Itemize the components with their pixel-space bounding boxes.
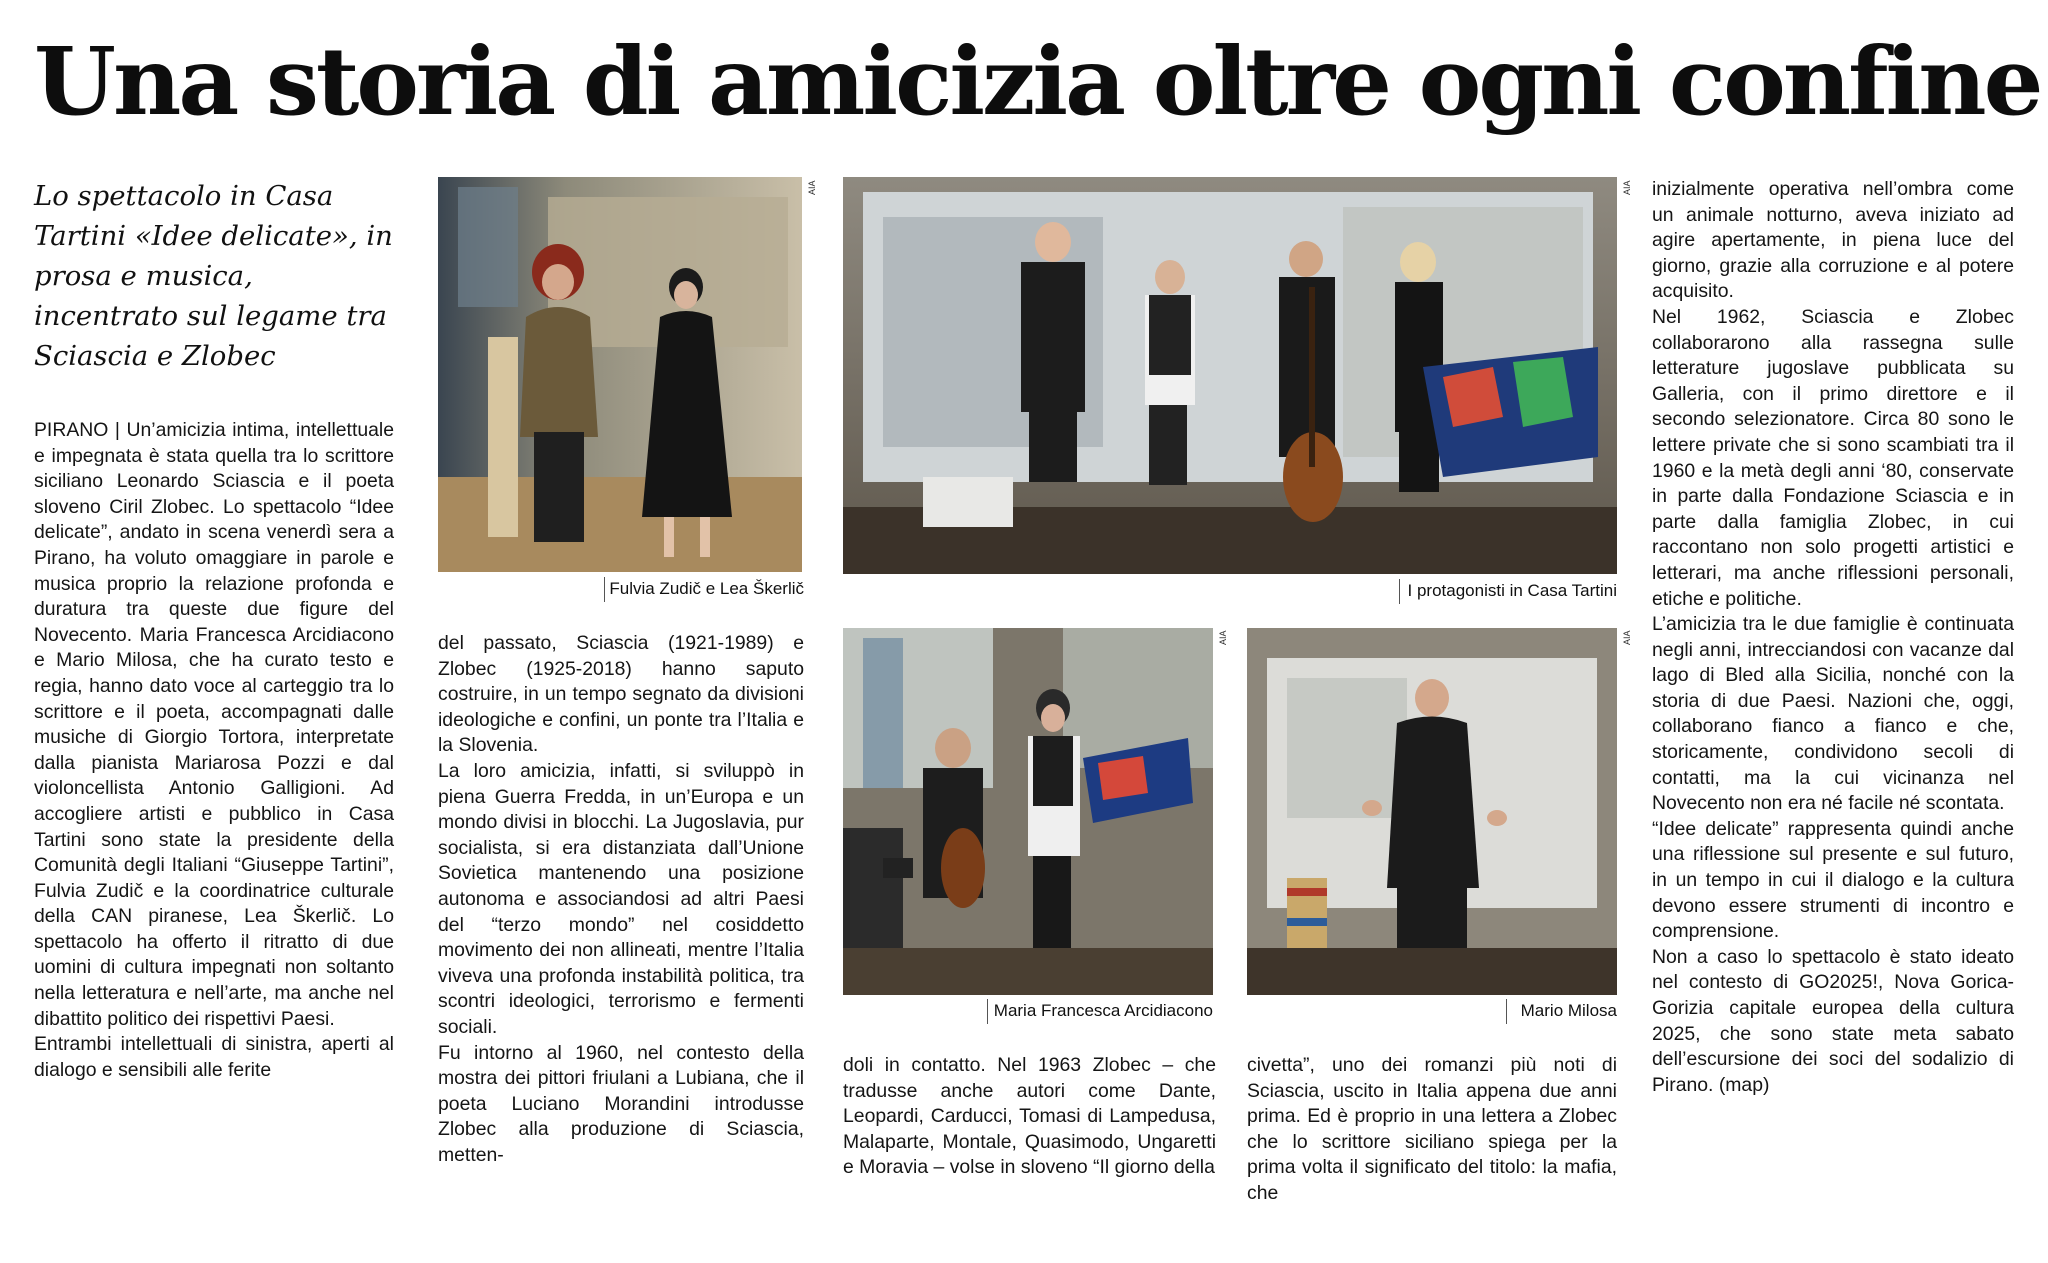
photo-protagonisti <box>843 177 1617 574</box>
body-column-4 <box>1247 1053 1617 1207</box>
paragraph: Entrambi intellettuali di sinistra, aperti al dialogo e sensibili alle ferite <box>34 1033 394 1081</box>
photo-credit: AIA <box>807 180 817 195</box>
photo-caption: I protagonisti in Casa Tartini <box>1407 581 1617 600</box>
photo-caption: Fulvia Zudič e Lea Škerlič <box>609 579 804 598</box>
body-column-1 <box>34 418 394 1083</box>
paragraph: civetta”, uno dei romanzi più noti di Sciascia, uscito in Italia appena due anni prima. Ed è proprio in una lettera a Zlobec che lo scrittore siciliano spiega per la prima volta il significato del titolo: la mafia, che <box>1247 1054 1617 1204</box>
body-column-5 <box>1652 177 2014 1098</box>
paragraph: La loro amicizia, infatti, si sviluppò in piena Guerra Fredda, in un’Europa e un mondo divisi in blocchi. La Jugoslavia, pur socialista, si era distanziata dall’Unione Sovietica mantenendo una posizione autonoma e associandosi ad altri Paesi del “terzo mondo” nel cosiddetto movimento dei non allineati, mentre l’Italia viveva una profonda instabilità politica, tra scontri ideologici, terrorismo e fermenti sociali. <box>438 759 804 1038</box>
photo-zudic-skerlic <box>438 177 802 572</box>
photo-arcidiacono <box>843 628 1213 995</box>
paragraph: Non a caso lo spettacolo è stato ideato nel contesto di GO2025!, Nova Gorica-Gorizia capitale europea della cultura 2025, che sono state meta sabato dell’escursione dei soci del sodalizio di Pirano. (map) <box>1652 945 2014 1096</box>
paragraph: Nel 1962, Sciascia e Zlobec collaborarono alla rassegna sulle letterature jugoslave pubblicata su Galleria, con il primo direttore e il secondo selezionatore. Circa 80 sono le lettere private che si sono scambiati tra il 1960 e la metà degli anni ‘80, conservate in parte dalla Fondazione Sciascia e in parte dalla famiglia Zlobec, in cui raccontano non solo progetti artistici e letterari, ma anche riflessioni personali, etiche e politiche. <box>1652 305 2014 610</box>
photo-caption: Mario Milosa <box>1520 1001 1617 1020</box>
paragraph: inizialmente operativa nell’ombra come un animale notturno, aveva iniziato ad agire apertamente, in piena luce del giorno, grazie alla corruzione e al potere acquisito. <box>1652 178 2014 303</box>
photo-credit: AIA <box>1622 180 1632 195</box>
paragraph: L’amicizia tra le due famiglie è continuata negli anni, intrecciandosi con vacanze dal lago di Bled alla Sicilia, nonché con la storia di due Paesi. Nazioni che, oggi, collaborano fianco a fianco e che, storicamente, condividono secoli di contatti, ma la cui vicinanza nel Novecento non era né facile né scontata. <box>1652 613 2014 815</box>
photo-caption: Maria Francesca Arcidiacono <box>993 1001 1213 1020</box>
body-column-3 <box>843 1053 1216 1181</box>
paragraph: doli in contatto. Nel 1963 Zlobec – che tradusse anche autori come Dante, Leopardi, Carducci, Tomasi di Lampedusa, Malaparte, Montale, Quasimodo, Ungaretti e Moravia – volse in sloveno “Il giorno della <box>843 1054 1216 1179</box>
body-column-2 <box>438 631 804 1168</box>
photo-credit: AIA <box>1218 630 1228 645</box>
headline: Una storia di amicizia oltre ogni confine <box>34 27 2041 137</box>
paragraph: del passato, Sciascia (1921-1989) e Zlobec (1925-2018) hanno saputo costruire, in un tempo segnato da divisioni ideologiche e confini, un ponte tra l’Italia e la Slovenia. <box>438 632 804 757</box>
photo-credit: AIA <box>1622 630 1632 645</box>
subtitle: Lo spettacolo in Casa Tartini «Idee delicate», in prosa e musica, incentrato sul legame tra Sciascia e Zlobec <box>34 180 393 372</box>
paragraph: “Idee delicate” rappresenta quindi anche una riflessione sul presente e sul futuro, in un tempo in cui il dialogo e la cultura devono essere strumenti di incontro e comprensione. <box>1652 817 2014 943</box>
photo-milosa <box>1247 628 1617 995</box>
paragraph: Fu intorno al 1960, nel contesto della mostra dei pittori friulani a Lubiana, che il poeta Luciano Morandini introdusse Zlobec alla produzione di Sciascia, metten- <box>438 1041 804 1166</box>
paragraph: PIRANO | Un’amicizia intima, intellettuale e impegnata è stata quella tra lo scrittore siciliano Leonardo Sciascia e il poeta sloveno Ciril Zlobec. Lo spettacolo “Idee delicate”, andato in scena venerdì sera a Pirano, ha voluto omaggiare in parole e musica proprio la relazione profonda e duratura tra queste due figure del Novecento. Maria Francesca Arcidiacono e Mario Milosa, che ha curato testo e regia, hanno dato voce al carteggio tra lo scrittore e il poeta, accompagnati dalle musiche di Giorgio Tortora, interpretate dalla pianista Mariarosa Pozzi e dal violoncellista Antonio Galligioni. Ad accogliere artisti e pubblico in Casa Tartini sono state la presidente della Comunità degli Italiani “Giuseppe Tartini”, Fulvia Zudič e la coordinatrice culturale della CAN piranese, Lea Škerlič. Lo spettacolo ha offerto il ritratto di due uomini di cultura impegnati non soltanto nella letteratura e nell’arte, ma anche nel dibattito politico dei rispettivi Paesi. <box>34 419 394 1030</box>
